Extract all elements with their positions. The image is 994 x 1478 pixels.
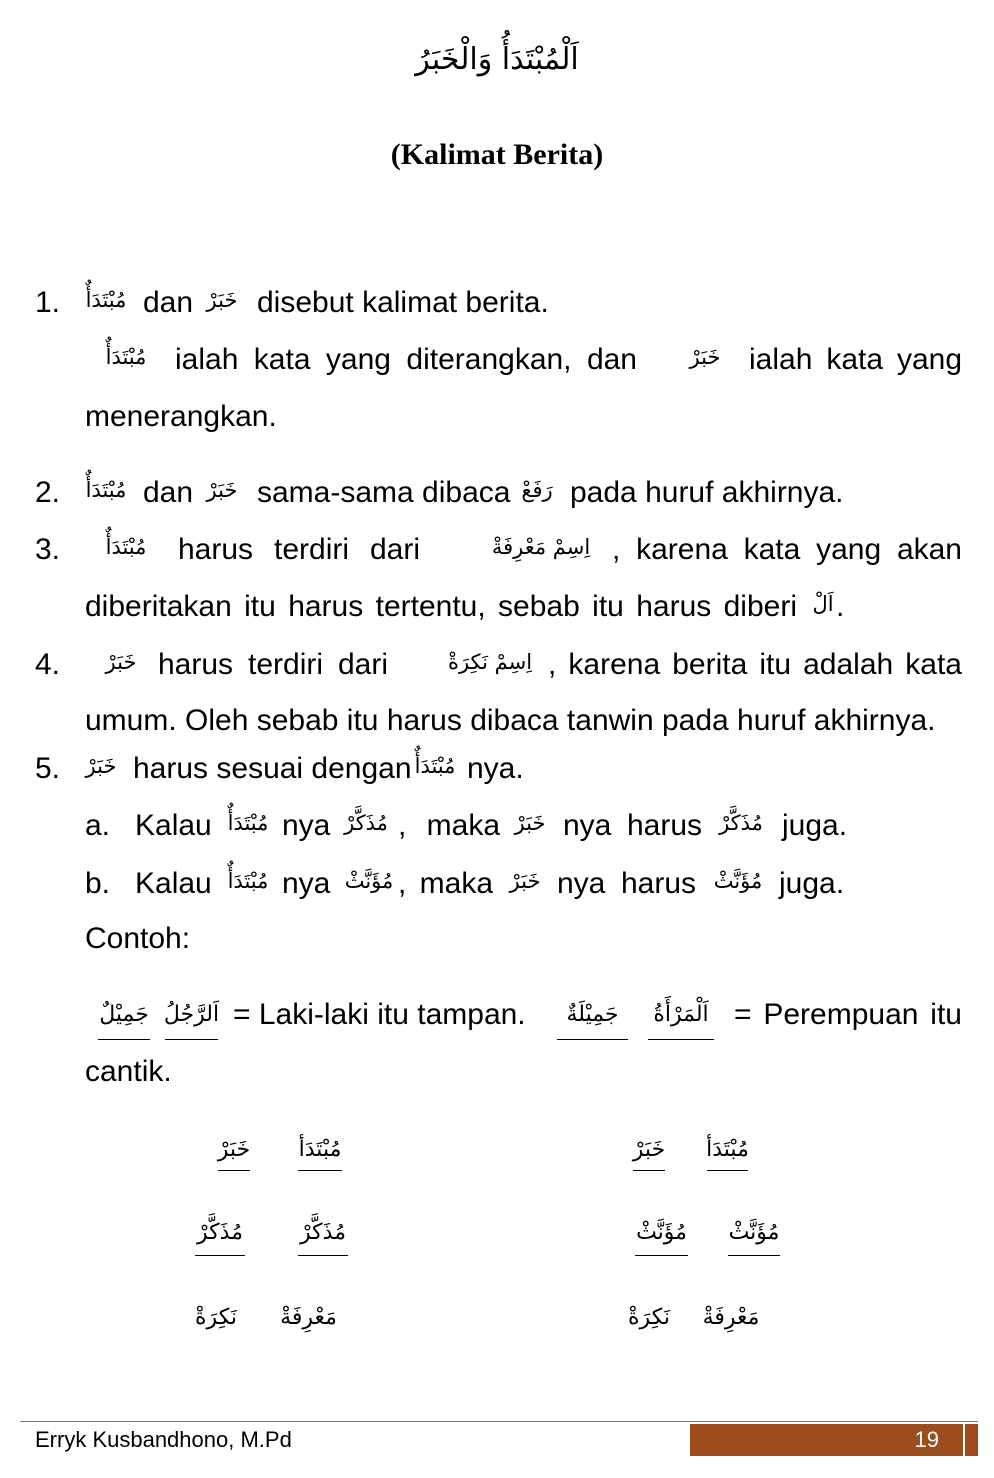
arabic-term-mubtada: مُبْتَدَأٌ [105, 345, 147, 369]
body-text: nya harus [563, 809, 702, 842]
body-text: , maka [398, 867, 493, 900]
body-text: , karena kata yang akan [612, 533, 962, 566]
arabic-term-khabar: خَبَرْ [105, 650, 137, 674]
body-text: disebut kalimat berita. [257, 286, 549, 319]
list-item-1-line-2 [0, 342, 994, 378]
example-heading-line [0, 921, 994, 957]
arabic-term-mubtada: مُبْتَدَأٌ [414, 754, 456, 778]
list-item-3-line-1 [0, 532, 994, 568]
example-2-mubtada: اَلْمَرْأَةُ [648, 998, 714, 1040]
list-number: 2. [35, 476, 61, 509]
body-text: ialah kata yang diterangkan, dan [175, 343, 637, 376]
body-text: cantik. [85, 1055, 172, 1088]
body-text: harus terdiri dari [158, 648, 388, 681]
body-text: dan [143, 286, 194, 319]
right-row3-khabar: نَكِرَةْ [628, 1305, 670, 1330]
example-sentences [0, 997, 994, 1041]
body-text: . [836, 590, 845, 623]
list-item-5-line-1 [0, 751, 994, 787]
body-text: , karena berita itu adalah kata [548, 648, 962, 681]
page-title-arabic: اَلْمُبْتَدَأُ وَالْخَبَرُ [415, 42, 579, 77]
example-1-mubtada: اَلرَّجُلُ [165, 998, 218, 1040]
sub-item-a [0, 808, 994, 844]
arabic-term-al: اَلْ [812, 592, 834, 616]
list-number: 3. [35, 533, 61, 566]
body-text: sama-sama dibaca [257, 476, 511, 509]
arabic-term-mubtada: مُبْتَدَأٌ [227, 811, 269, 835]
sub-item-label: a. [85, 809, 111, 842]
right-row2-mubtada: مُؤَنَّثْ [728, 1216, 780, 1256]
arabic-term-muannats: مُؤَنَّثْ [344, 869, 394, 893]
page-number-box [690, 1424, 963, 1456]
arabic-term-mudzakkar: مُذَكَّرْ [344, 811, 388, 835]
body-text: nya harus [557, 867, 696, 900]
arabic-term-mudzakkar: مُذَكَّرْ [719, 811, 763, 835]
sub-item-label: b. [85, 867, 111, 900]
arabic-term-rafa: رَفَعْ [521, 478, 553, 502]
example-2-meaning-continued [0, 1054, 994, 1090]
arabic-term-khabar: خَبَرْ [514, 811, 546, 835]
page-subtitle: (Kalimat Berita) [390, 138, 604, 171]
footer-accent-tab [965, 1424, 978, 1456]
body-text: juga. [782, 809, 848, 842]
list-number: 4. [35, 648, 61, 681]
list-number: 1. [35, 286, 61, 319]
footer-author: Erryk Kusbandhono, M.Pd [35, 1427, 292, 1452]
example-1-khabar: جَمِيْلٌ [98, 998, 150, 1040]
left-row2-khabar: مُذَكَّرْ [195, 1216, 245, 1256]
body-text: dan [143, 476, 194, 509]
sub-item-b [0, 866, 994, 902]
list-item-3-line-2 [0, 589, 994, 625]
body-text: harus sesuai dengan [133, 752, 412, 785]
body-text: Kalau [135, 809, 212, 842]
right-row1-khabar: خَبَرْ [633, 1133, 665, 1171]
arabic-term-muannats: مُؤَنَّثْ [713, 869, 763, 893]
list-item-1-line-1 [0, 285, 994, 321]
body-text: nya [282, 867, 331, 900]
left-row3-mubtada: مَعْرِفَةْ [280, 1305, 337, 1330]
body-text: umum. Oleh sebab itu harus dibaca tanwin pada huruf akhirnya. [85, 704, 936, 737]
body-text: pada huruf akhirnya. [570, 476, 844, 509]
example-1-meaning: = Laki-laki itu tampan. [233, 998, 526, 1031]
example-heading: Contoh: [85, 922, 191, 955]
arabic-term-khabar: خَبَرْ [206, 478, 238, 502]
arabic-term-mubtada: مُبْتَدَأٌ [105, 535, 147, 559]
list-item-2-line-1 [0, 475, 994, 511]
body-text: ialah kata yang [749, 343, 962, 376]
footer-divider [20, 1421, 978, 1422]
body-text: nya. [467, 752, 524, 785]
body-text: nya [282, 809, 331, 842]
body-text: harus terdiri dari [178, 533, 420, 566]
body-text: juga. [779, 867, 845, 900]
example-2-khabar: جَمِيْلَةٌ [557, 998, 628, 1040]
body-text: diberitakan itu harus tertentu, sebab itu harus diberi [85, 590, 797, 623]
arabic-term-khabar: خَبَرْ [689, 345, 721, 369]
arabic-term-mubtada: مُبْتَدَأٌ [85, 478, 127, 502]
list-item-4-line-2 [0, 703, 994, 739]
list-item-1-line-3 [0, 399, 994, 435]
left-row1-mubtada: مُبْتَدَأ [298, 1133, 342, 1171]
arabic-term-khabar: خَبَرْ [206, 288, 238, 312]
right-row2-khabar: مُؤَنَّثْ [635, 1216, 688, 1256]
left-row1-khabar: خَبَرْ [218, 1133, 250, 1171]
left-row2-mubtada: مُذَكَّرْ [298, 1216, 348, 1256]
body-text: Kalau [135, 867, 212, 900]
left-row3-khabar: نَكِرَةْ [195, 1305, 237, 1330]
right-row3-mubtada: مَعْرِفَةْ [702, 1305, 760, 1330]
arabic-term-mubtada: مُبْتَدَأٌ [227, 869, 269, 893]
arabic-term-khabar: خَبَرْ [85, 754, 117, 778]
list-number: 5. [35, 752, 61, 785]
example-2-meaning: = Perempuan itu [734, 998, 962, 1031]
body-text: menerangkan. [85, 400, 277, 433]
arabic-term-mubtada: مُبْتَدَأٌ [85, 288, 127, 312]
arabic-term-ism-nakirah: اِسِمْ نَكِرَةْ [447, 650, 533, 674]
arabic-term-ism-marifah: اِسِمْ مَعْرِفَةْ [491, 535, 591, 559]
right-row1-mubtada: مُبْتَدَأ [707, 1133, 748, 1171]
page-number: 19 [914, 1427, 939, 1452]
list-item-4-line-1 [0, 647, 994, 683]
arabic-term-khabar: خَبَرْ [509, 869, 541, 893]
comparison-grid [0, 1120, 994, 1350]
body-text: , maka [398, 809, 500, 842]
